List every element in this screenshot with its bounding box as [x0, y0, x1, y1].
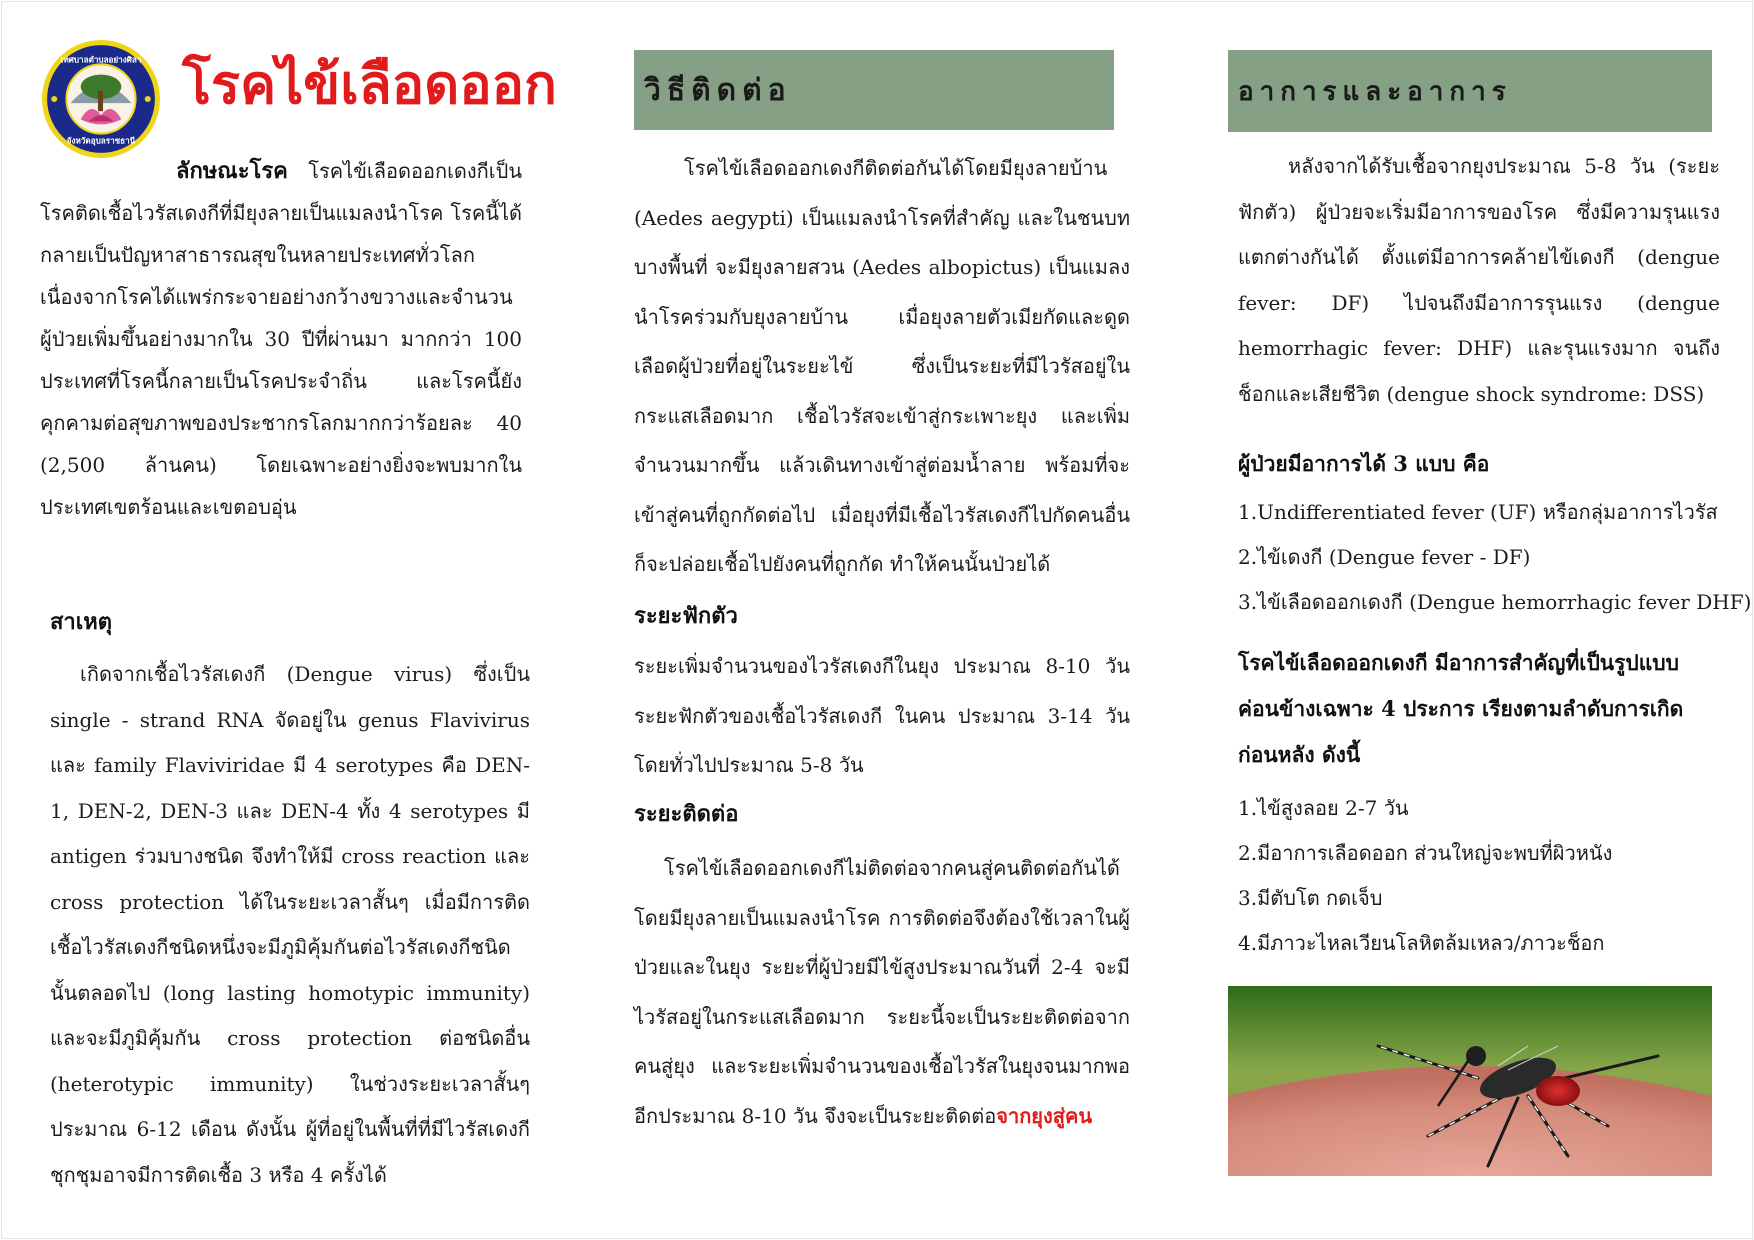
- transmission-banner-label: วิธีติดต่อ: [644, 72, 792, 108]
- disease-intro-lead: ลักษณะโรค: [176, 158, 288, 184]
- types-list: [1238, 490, 1752, 625]
- contagious-body: โรคไข้เลือดออกเดงกีไม่ติดต่อจากคนสู่คนติดต่อกันได้โดยมียุงลายเป็นแมลงนำโรค การติดต่อจึงต้องใช้เวลาในผู้ป่วยและในยุง ระยะที่ผู้ป่วยมีไข้สูงประมาณวันที่ 2-4 จะมีไวรัสอยู่ในกระแสเลือดมาก ระยะนี้จะเป็นระยะติดต่อจากคนสู่ยุง และระยะเพิ่มจำนวนของเชื้อไวรัสในยุงจนมากพออีกประมาณ 8-10 วัน จึงจะเป็นระยะติดต่อ: [634, 856, 1130, 1128]
- municipality-logo: [40, 38, 162, 160]
- contagious-text: [634, 844, 1130, 1141]
- features-list-item: 4.มีภาวะไหลเวียนโลหิตล้มเหลว/ภาวะช็อก: [1238, 931, 1605, 955]
- contagious-heading: ระยะติดต่อ: [634, 801, 739, 827]
- features-list-item: 3.มีตับโต กดเจ็บ: [1238, 886, 1383, 910]
- types-heading: ผู้ป่วยมีอาการได้ 3 แบบ คือ: [1238, 451, 1490, 476]
- types-list-item: 1.Undifferentiated fever (UF) หรือกลุ่มอาการไวรัส: [1238, 500, 1718, 524]
- mosquito-photo: [1228, 986, 1712, 1176]
- symptoms-banner-label: อาการและอาการ: [1238, 76, 1512, 107]
- transmission-banner: [634, 50, 1114, 130]
- cause-heading: สาเหตุ: [50, 609, 113, 635]
- incubation-text: ระยะเพิ่มจำนวนของไวรัสเดงกีในยุง ประมาณ 8-10 วัน ระยะฟักตัวของเชื้อไวรัสเดงกี ในคน ประมาณ 3-14 วัน โดยทั่วไปประมาณ 5-8 วัน: [634, 654, 1130, 777]
- cause-text: เกิดจากเชื้อไวรัสเดงกี (Dengue virus) ซึ่งเป็น single - strand RNA จัดอยู่ใน genus Flavivirus และ family Flaviviridae มี 4 serotypes คือ DEN-1, DEN-2, DEN-3 และ DEN-4 ทั้ง 4 serotypes มี antigen ร่วมบางชนิด จึงทำให้มี cross reaction และ cross protection ได้ในระยะเวลาสั้นๆ เมื่อมีการติดเชื้อไวรัสเดงกีชนิดหนึ่งจะมีภูมิคุ้มกันต่อไวรัสเดงกีชนิดนั้นตลอดไป (long lasting homotypic immunity) และจะมีภูมิคุ้มกัน cross protection ต่อชนิดอื่น (heterotypic immunity) ในช่วงระยะเวลาสั้นๆ ประมาณ 6-12 เดือน ดังนั้น ผู้ที่อยู่ในพื้นที่ที่มีไวรัสเดงกีชุกชุมอาจมีการติดเชื้อ 3 หรือ 4 ครั้งได้: [50, 662, 530, 1187]
- features-list-item: 2.มีอาการเลือดออก ส่วนใหญ่จะพบที่ผิวหนัง: [1238, 841, 1613, 865]
- features-list-item: 1.ไข้สูงลอย 2-7 วัน: [1238, 796, 1409, 820]
- symptoms-banner: [1228, 50, 1712, 132]
- features-heading: โรคไข้เลือดออกเดงกี มีอาการสำคัญที่เป็นรูปแบบค่อนข้างเฉพาะ 4 ประการ เรียงตามลำดับการเกิดก่อนหลัง ดังนี้: [1238, 650, 1684, 767]
- logo-text-bottom: จังหวัดอุบลราชธานี: [66, 135, 136, 146]
- contagious-highlight: จากยุงสู่คน: [996, 1103, 1093, 1128]
- types-list-item: 2.ไข้เดงกี (Dengue fever - DF): [1238, 545, 1531, 569]
- disease-intro-text: โรคไข้เลือดออกเดงกีเป็นโรคติดเชื้อไวรัสเดงกีที่มียุงลายเป็นแมลงนำโรค โรคนี้ได้กลายเป็นปัญหาสาธารณสุขในหลายประเทศทั่วโลก เนื่องจากโรคได้แพร่กระจายอย่างกว้างขวางและจำนวนผู้ป่วยเพิ่มขึ้นอย่างมากใน 30 ปีที่ผ่านมา มากกว่า 100 ประเทศที่โรคนี้กลายเป็นโรคประจำถิ่น และโรคนี้ยังคุกคามต่อสุขภาพของประชากรโลกมากกว่าร้อยละ 40 (2,500 ล้านคน) โดยเฉพาะอย่างยิ่งจะพบมากในประเทศเขตร้อนและเขตอบอุ่น: [40, 159, 522, 519]
- incubation-heading: ระยะฟักตัว: [634, 603, 738, 629]
- disease-intro: [40, 150, 522, 528]
- page-title: โรคไข้เลือดออก: [182, 52, 557, 116]
- logo-text-top: เทศบาลตำบลอย่างศิลา: [60, 54, 142, 65]
- types-list-item: 3.ไข้เลือดออกเดงกี (Dengue hemorrhagic fever DHF): [1238, 590, 1752, 614]
- symptoms-text: หลังจากได้รับเชื้อจากยุงประมาณ 5-8 วัน (ระยะฟักตัว) ผู้ป่วยจะเริ่มมีอาการของโรค ซึ่งมีความรุนแรงแตกต่างกันได้ ตั้งแต่มีอาการคล้ายไข้เดงกี (dengue fever: DF) ไปจนถึงมีอาการรุนแรง (dengue hemorrhagic fever: DHF) และรุนแรงมาก จนถึงช็อกและเสียชีวิต (dengue shock syndrome: DSS): [1238, 154, 1720, 406]
- transmission-text: โรคไข้เลือดออกเดงกีติดต่อกันได้โดยมียุงลายบ้าน (Aedes aegypti) เป็นแมลงนำโรคที่สำคัญ และในชนบทบางพื้นที่ จะมียุงลายสวน (Aedes albopictus) เป็นแมลงนำโรคร่วมกับยุงลายบ้าน เมื่อยุงลายตัวเมียกัดและดูดเลือดผู้ป่วยที่อยู่ในระยะไข้ ซึ่งเป็นระยะที่มีไวรัสอยู่ในกระแสเลือดมาก เชื้อไวรัสจะเข้าสู่กระเพาะยุง และเพิ่มจำนวนมากขึ้น แล้วเดินทางเข้าสู่ต่อมน้ำลาย พร้อมที่จะเข้าสู่คนที่ถูกกัดต่อไป เมื่อยุงที่มีเชื้อไวรัสเดงกีไปกัดคนอื่นก็จะปล่อยเชื้อไปยังคนที่ถูกกัด ทำให้คนนั้นป่วยได้: [634, 156, 1130, 576]
- features-list: [1238, 786, 1722, 966]
